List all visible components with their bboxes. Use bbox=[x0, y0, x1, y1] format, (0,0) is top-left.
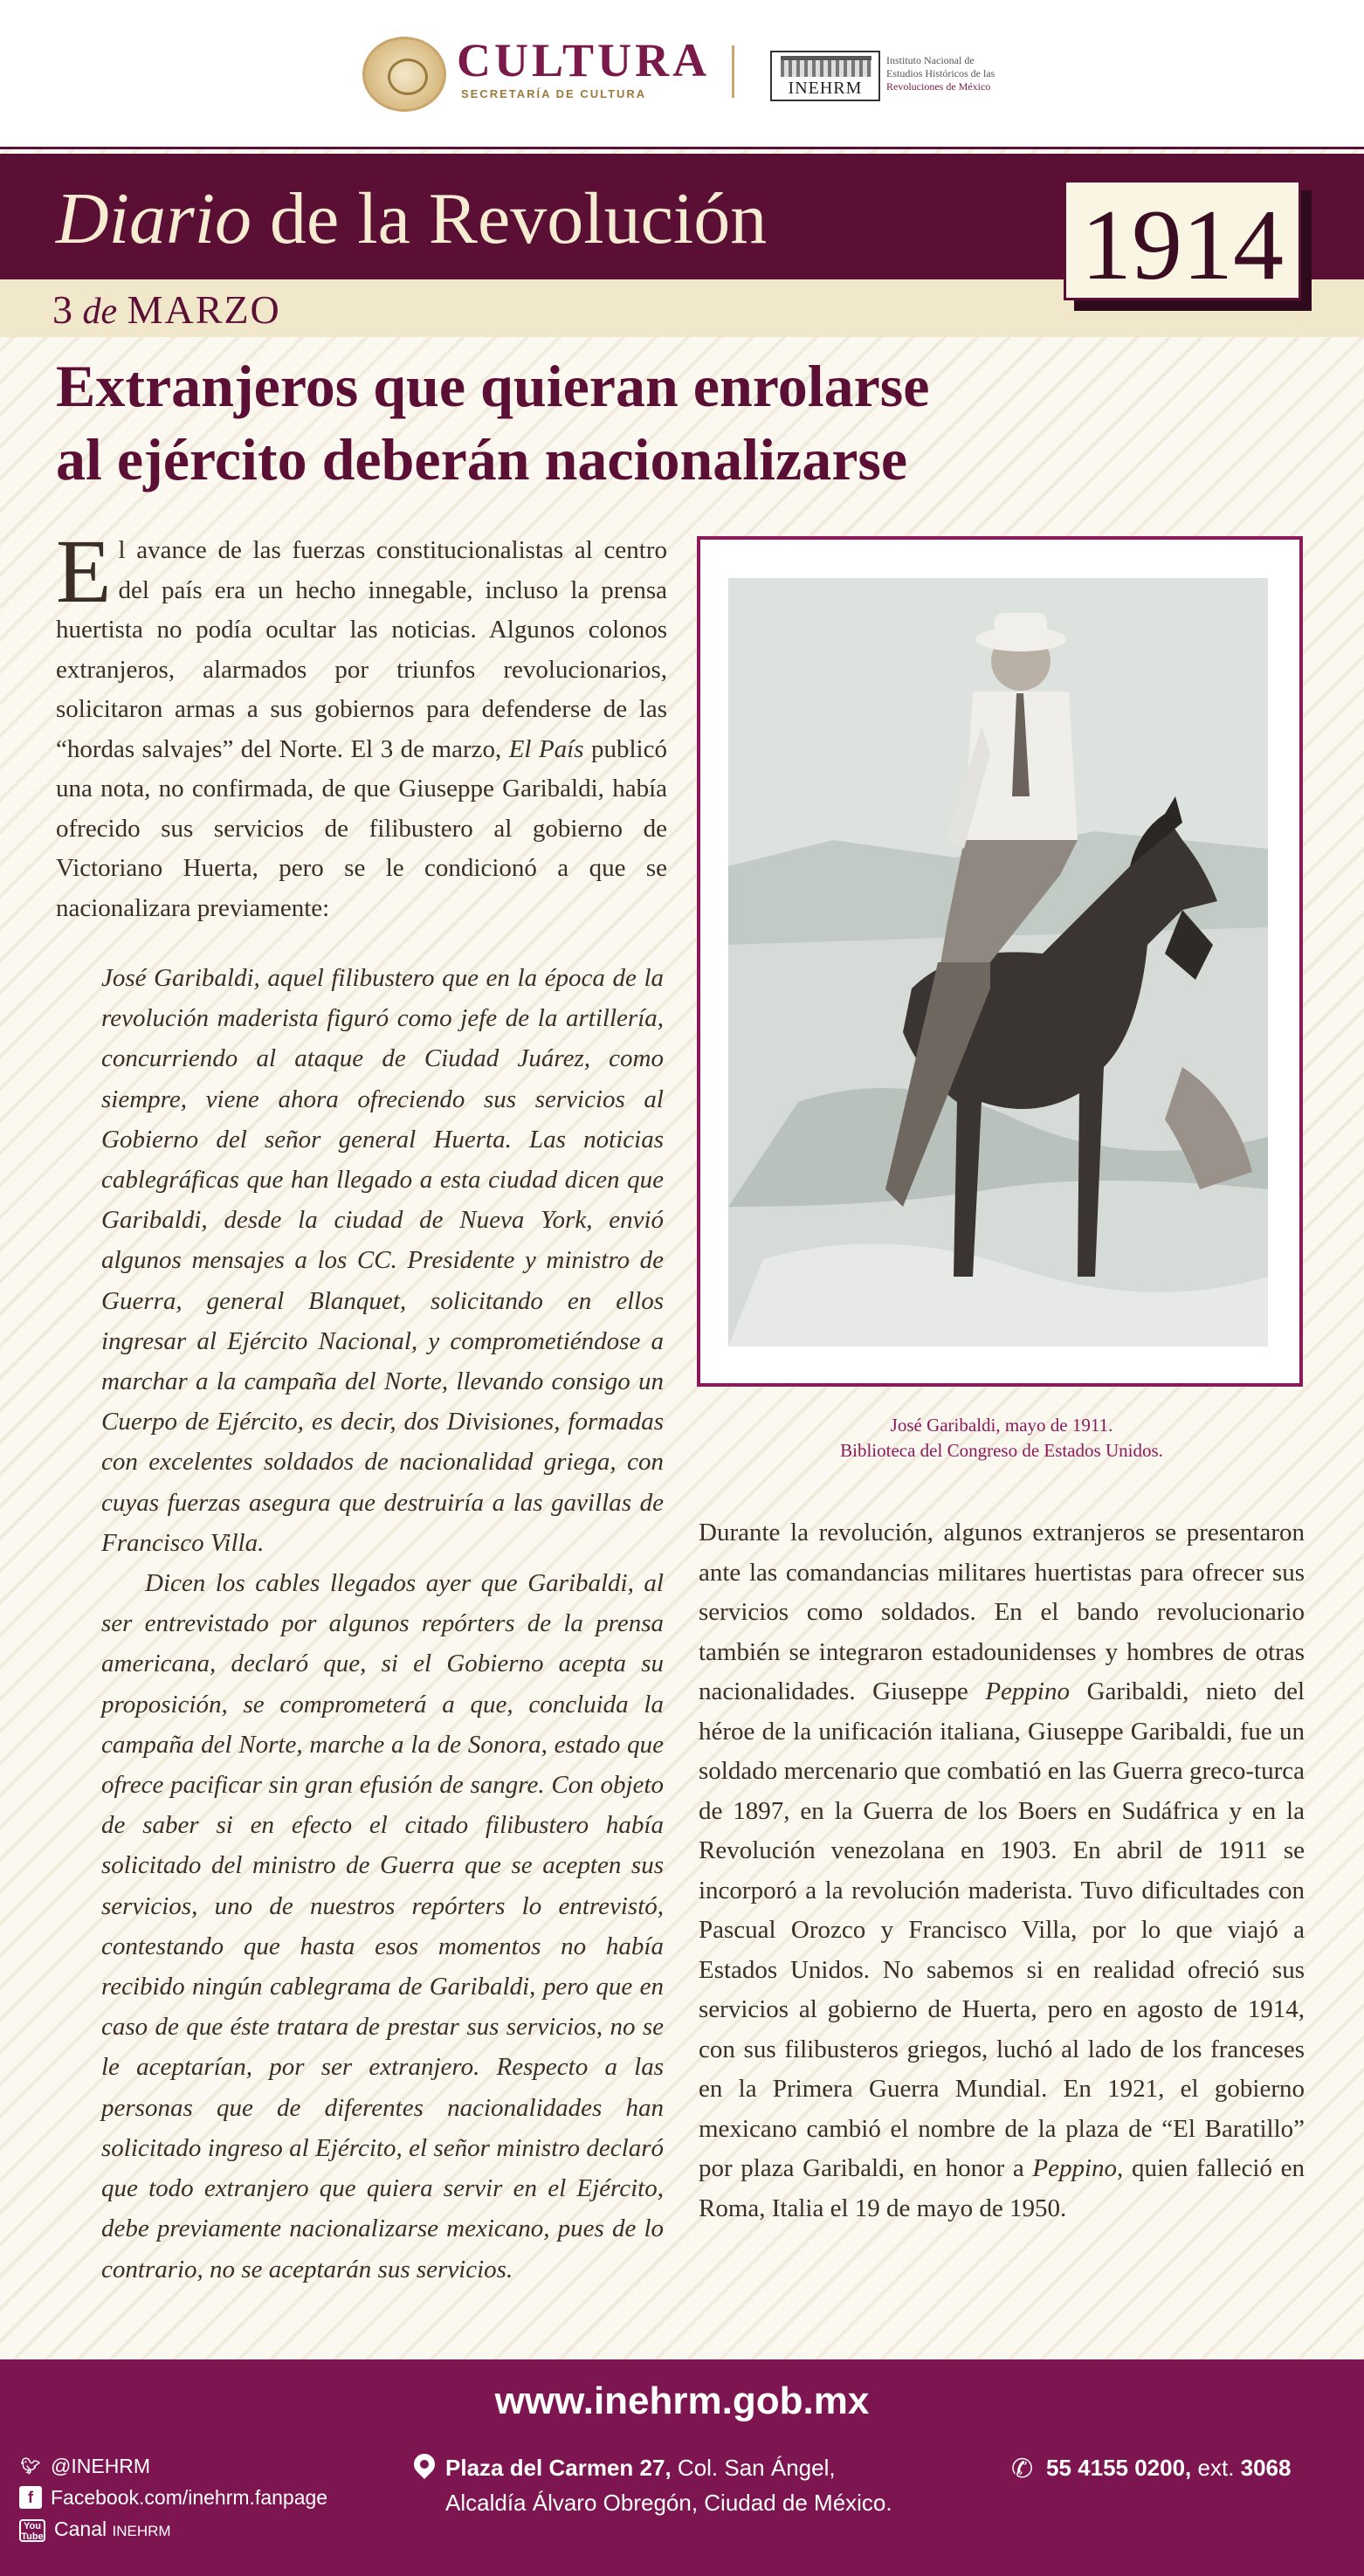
phone-ext-label: ext. bbox=[1191, 2455, 1241, 2481]
phone-icon: ✆ bbox=[1011, 2455, 1034, 2483]
youtube-link[interactable] bbox=[19, 2513, 327, 2547]
header-rule bbox=[0, 147, 1364, 149]
quote-paragraph: José Garibaldi, aquel filibustero que en la época de la revolución maderista figuró como jefe de la artillería, concurriendo al ataque de Ciudad Juárez, como siempre, viene ahora ofreciendo sus servicios al Gobierno del señor general Huerta. Las noticias cablegráficas que han llegado a esta ciudad dicen que Garibaldi, desde la ciudad de Nueva York, envió algunos mensajes a los CC. Presidente y ministro de Guerra, general Blanquet, solicitando en ellos ingresar al Ejército Nacional, y comprometiéndose a marchar a la campaña del Norte, llevando consigo un Cuerpo de Ejército, es decir, dos Divisiones, formadas con excelentes soldados de nacionalidad griega, con cuyas fuerzas asegura que destruiría a las gavillas de Francisco Villa. bbox=[101, 964, 664, 1557]
nickname: Peppino bbox=[985, 1677, 1070, 1705]
mexico-seal-logo bbox=[362, 37, 446, 112]
year-label: 1914 bbox=[1081, 189, 1284, 301]
intro-paragraph bbox=[56, 521, 667, 928]
photo-caption bbox=[699, 1413, 1305, 1464]
institute-line: Estudios Históricos de las bbox=[886, 67, 995, 79]
context-paragraph bbox=[699, 1513, 1305, 2228]
address-street: Plaza del Carmen 27, bbox=[445, 2455, 672, 2481]
address-line bbox=[445, 2450, 892, 2485]
inehrm-logo-text: INEHRM bbox=[788, 79, 863, 98]
issue-date bbox=[52, 286, 281, 333]
address-line: Alcaldía Álvaro Obregón, Ciudad de México. bbox=[445, 2490, 892, 2516]
caption-line: Biblioteca del Congreso de Estados Unidos. bbox=[840, 1440, 1163, 1461]
series-title bbox=[56, 176, 767, 261]
social-links bbox=[19, 2450, 327, 2547]
date-month: MARZO bbox=[127, 287, 281, 332]
nickname: Peppino bbox=[1032, 2154, 1118, 2182]
drop-cap: E bbox=[56, 521, 112, 622]
facebook-link[interactable] bbox=[19, 2482, 327, 2513]
series-title-rest: de la Revolución bbox=[251, 178, 768, 259]
intro-text: l avance de las fuerzas constitucionalistas al centro del país era un hecho innegable, incluso la prensa huertista no podía ocultar las noticias. Algunos colonos extranjeros, alarmados por triunfos revolucionarios, solicitaron armas a sus gobiernos para defenderse de las “hordas salvajes” del Norte. El 3 de marzo, bbox=[56, 536, 667, 763]
header-divider bbox=[732, 45, 734, 98]
youtube-icon: You Tube bbox=[19, 2519, 45, 2542]
intro-text: publicó una nota, no confirmada, de que Giuseppe Garibaldi, había ofrecido sus servicios de filibustero al gobierno de Victoriano Huerta, pero se le condicionó a que se nacionalizara previamente: bbox=[56, 734, 667, 922]
newspaper-name: El País bbox=[508, 734, 584, 763]
horse-rider-illustration bbox=[728, 578, 1268, 1347]
context-text: Durante la revolución, algunos extranjeros se presentaron ante las comandancias militares huertistas para ofrecer sus servicios como soldados. En el bando revolucionario también se integraron estadounidenses y hombres de otras nacionalidades. Giuseppe bbox=[699, 1519, 1305, 1705]
twitter-handle: @INEHRM bbox=[51, 2455, 151, 2477]
building-icon bbox=[781, 56, 871, 77]
date-de: de bbox=[82, 292, 118, 332]
phone-ext: 3068 bbox=[1240, 2455, 1292, 2481]
article-headline bbox=[56, 349, 1086, 496]
newspaper-quote bbox=[101, 958, 664, 2290]
facebook-icon: f bbox=[19, 2486, 42, 2509]
series-title-italic: Diario bbox=[56, 178, 252, 259]
headline-line: al ejército deberán nacionalizarse bbox=[56, 426, 908, 492]
facebook-url: Facebook.com/inehrm.fanpage bbox=[51, 2486, 328, 2509]
garibaldi-photo bbox=[728, 578, 1268, 1347]
phone-number: 55 4155 0200, bbox=[1046, 2455, 1192, 2481]
year-box bbox=[1064, 180, 1301, 300]
quote-paragraph: Dicen los cables llegados ayer que Garibaldi, al ser entrevistado por algunos repórters de la prensa americana, declaró que, si el Gobierno acepta su proposición, se comprometerá a que, concluida la campaña del Norte, marche a la de Sonora, estado que ofrece pacificar sin gran efusión de sangre. Con objeto de saber si en efecto el citado filibustero había solicitado del ministro de Guerra que se acepten sus servicios, uno de nuestros repórters lo entrevistó, contestando que hasta esos momentos no había recibido ningún cablegrama de Garibaldi, pero que en caso de que éste tratara de prestar sus servicios, no se le aceptarían, por ser extranjero. Respecto a las personas que de diferentes nacionalidades han solicitado ingreso al Ejército, el señor ministro declaró que todo extranjero que quiera servir en el Ejército, debe previamente nacionalizarse mexicano, pues de lo contrario, no se aceptarán sus servicios. bbox=[101, 1569, 664, 2283]
cultura-logo-text: CULTURA bbox=[457, 34, 711, 86]
address-colony: Col. San Ángel, bbox=[671, 2455, 836, 2481]
twitter-icon: 🐦︎ bbox=[20, 2457, 41, 2475]
headline-line: Extranjeros que quieran enrolarse bbox=[56, 353, 930, 419]
youtube-channel bbox=[54, 2513, 171, 2547]
twitter-link[interactable] bbox=[19, 2450, 327, 2482]
date-day: 3 bbox=[52, 287, 72, 332]
youtube-channel-name: INEHRM bbox=[112, 2523, 171, 2539]
context-text: Garibaldi, nieto del héroe de la unificación italiana, Giuseppe Garibaldi, fue un soldado mercenario que combatió en las Guerra greco-turca de 1897, en la Guerra de los Boers en Sudáfrica y en la Revolución venezolana en 1903. En abril de 1911 se incorporó a la revolución maderista. Tuvo dificultades con Pascual Orozco y Francisco Villa, por lo que viajó a Estados Unidos. No sabemos si en realidad ofreció sus servicios al gobierno de Huerta, pero en agosto de 1914, con sus filibusteros griegos, luchó al lado de los franceses en la Primera Guerra Mundial. En 1921, el gobierno mexicano cambió el nombre de la plaza de “El Baratillo” por plaza Garibaldi, en honor a bbox=[699, 1677, 1305, 2182]
institute-name bbox=[886, 54, 995, 93]
inehrm-logo bbox=[770, 51, 880, 101]
institute-line: Revoluciones de México bbox=[886, 80, 991, 93]
institute-line: Instituto Nacional de bbox=[886, 54, 975, 66]
youtube-channel-label: Canal bbox=[54, 2517, 107, 2540]
website-link[interactable]: www.inehrm.gob.mx bbox=[494, 2380, 870, 2422]
caption-line: José Garibaldi, mayo de 1911. bbox=[890, 1415, 1113, 1436]
context-text: , quien falleció en Roma, Italia el 19 de mayo de 1950. bbox=[699, 2154, 1305, 2222]
cultura-logo-subtitle: SECRETARÍA DE CULTURA bbox=[461, 87, 647, 100]
postal-address bbox=[445, 2450, 892, 2520]
phone-contact bbox=[1011, 2450, 1292, 2485]
